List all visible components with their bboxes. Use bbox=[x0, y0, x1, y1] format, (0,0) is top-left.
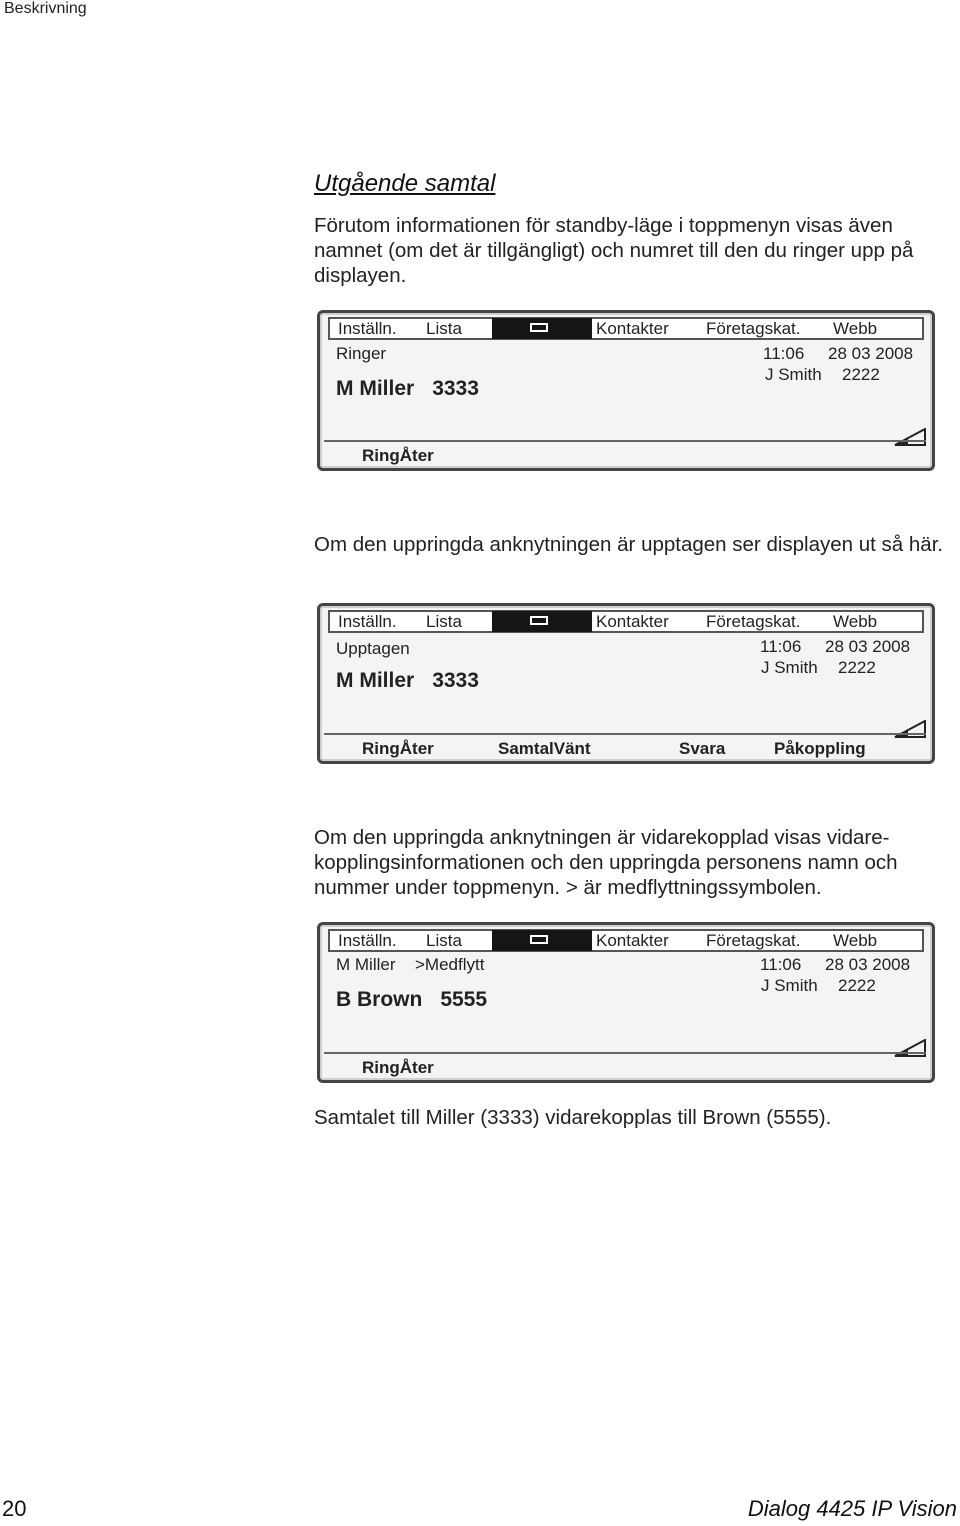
menu-item-list[interactable]: Lista bbox=[426, 319, 462, 338]
signal-icon bbox=[894, 428, 926, 446]
clock-date: 28 03 2008 bbox=[825, 955, 911, 974]
call-status: Ringer bbox=[336, 344, 387, 363]
own-extension: 2222 bbox=[838, 658, 876, 677]
signal-icon bbox=[894, 720, 926, 738]
call-status: M Miller bbox=[336, 955, 396, 974]
menu-item-settings[interactable]: Inställn. bbox=[338, 931, 397, 950]
top-menu bbox=[328, 929, 924, 952]
softkey-divider bbox=[324, 1052, 926, 1054]
called-number: 3333 bbox=[432, 377, 479, 400]
call-status: Upptagen bbox=[336, 639, 410, 658]
called-name: B Brown bbox=[336, 988, 423, 1011]
clock-time: 11:06 bbox=[763, 344, 805, 363]
envelope-icon bbox=[530, 323, 548, 332]
softkey-call-back[interactable]: RingÅter bbox=[362, 739, 434, 758]
menu-item-list[interactable]: Lista bbox=[426, 931, 462, 950]
menu-item-directory[interactable]: Företagskat. bbox=[706, 931, 801, 950]
conclusion-paragraph: Samtalet till Miller (3333) vidarekopplas till Brown (5555). bbox=[314, 1106, 832, 1129]
diversion-paragraph: Om den uppringda anknytningen är vidarekopplad visas vidare-kopplingsinformationen och den uppringda personens namn och nummer under toppmenyn. > är medflyttningssymbolen. bbox=[314, 826, 898, 899]
follow-me-status: >Medflytt bbox=[415, 955, 485, 974]
menu-item-directory[interactable]: Företagskat. bbox=[706, 319, 801, 338]
called-name: M Miller bbox=[336, 669, 415, 692]
menu-item-settings[interactable]: Inställn. bbox=[338, 319, 397, 338]
called-name: M Miller bbox=[336, 377, 415, 400]
top-menu bbox=[328, 610, 924, 633]
called-number: 3333 bbox=[432, 669, 479, 692]
clock-time: 11:06 bbox=[760, 637, 802, 656]
softkey-call-waiting[interactable]: SamtalVänt bbox=[498, 739, 591, 758]
softkey-intrusion[interactable]: Påkoppling bbox=[774, 739, 866, 758]
softkey-answer[interactable]: Svara bbox=[679, 739, 726, 758]
softkey-call-back[interactable]: RingÅter bbox=[362, 446, 434, 465]
signal-icon bbox=[894, 1039, 926, 1057]
phone-display-ringing bbox=[317, 310, 935, 471]
phone-display-busy bbox=[317, 603, 935, 764]
softkey-call-back[interactable]: RingÅter bbox=[362, 1058, 434, 1077]
menu-item-web[interactable]: Webb bbox=[833, 319, 878, 338]
softkey-divider bbox=[324, 440, 926, 442]
clock-date: 28 03 2008 bbox=[828, 344, 914, 363]
running-header: Beskrivning bbox=[4, 0, 87, 17]
own-user-name: J Smith bbox=[761, 976, 818, 995]
own-user-name: J Smith bbox=[765, 365, 822, 384]
called-party bbox=[336, 377, 479, 401]
menu-item-list[interactable]: Lista bbox=[426, 612, 462, 631]
clock-time: 11:06 bbox=[760, 955, 802, 974]
menu-item-settings[interactable]: Inställn. bbox=[338, 612, 397, 631]
section-title: Utgående samtal bbox=[314, 170, 496, 197]
menu-item-contacts[interactable]: Kontakter bbox=[596, 931, 669, 950]
menu-item-message[interactable] bbox=[492, 611, 592, 632]
menu-item-contacts[interactable]: Kontakter bbox=[596, 319, 669, 338]
own-extension: 2222 bbox=[842, 365, 880, 384]
busy-paragraph: Om den uppringda anknytningen är upptagen ser displayen ut så här. bbox=[314, 533, 944, 556]
page-number: 20 bbox=[2, 1496, 27, 1521]
menu-item-contacts[interactable]: Kontakter bbox=[596, 612, 669, 631]
phone-display-diverted bbox=[317, 922, 935, 1083]
top-menu bbox=[328, 317, 924, 340]
called-number: 5555 bbox=[440, 988, 488, 1011]
called-party bbox=[336, 988, 487, 1012]
own-extension: 2222 bbox=[838, 976, 876, 995]
clock-date: 28 03 2008 bbox=[825, 637, 911, 656]
own-user-name: J Smith bbox=[761, 658, 818, 677]
menu-item-web[interactable]: Webb bbox=[833, 612, 878, 631]
envelope-icon bbox=[530, 616, 548, 625]
envelope-icon bbox=[530, 935, 548, 944]
menu-item-directory[interactable]: Företagskat. bbox=[706, 612, 801, 631]
softkey-divider bbox=[324, 733, 926, 735]
menu-item-message[interactable] bbox=[492, 318, 592, 339]
menu-item-message[interactable] bbox=[492, 930, 592, 951]
intro-paragraph: Förutom informationen för standby-läge i toppmenyn visas även namnet (om det är tillgängligt) och numret till den du ringer upp på displayen. bbox=[314, 214, 914, 287]
menu-item-web[interactable]: Webb bbox=[833, 931, 878, 950]
called-party bbox=[336, 669, 479, 693]
document-title: Dialog 4425 IP Vision bbox=[747, 1496, 957, 1521]
